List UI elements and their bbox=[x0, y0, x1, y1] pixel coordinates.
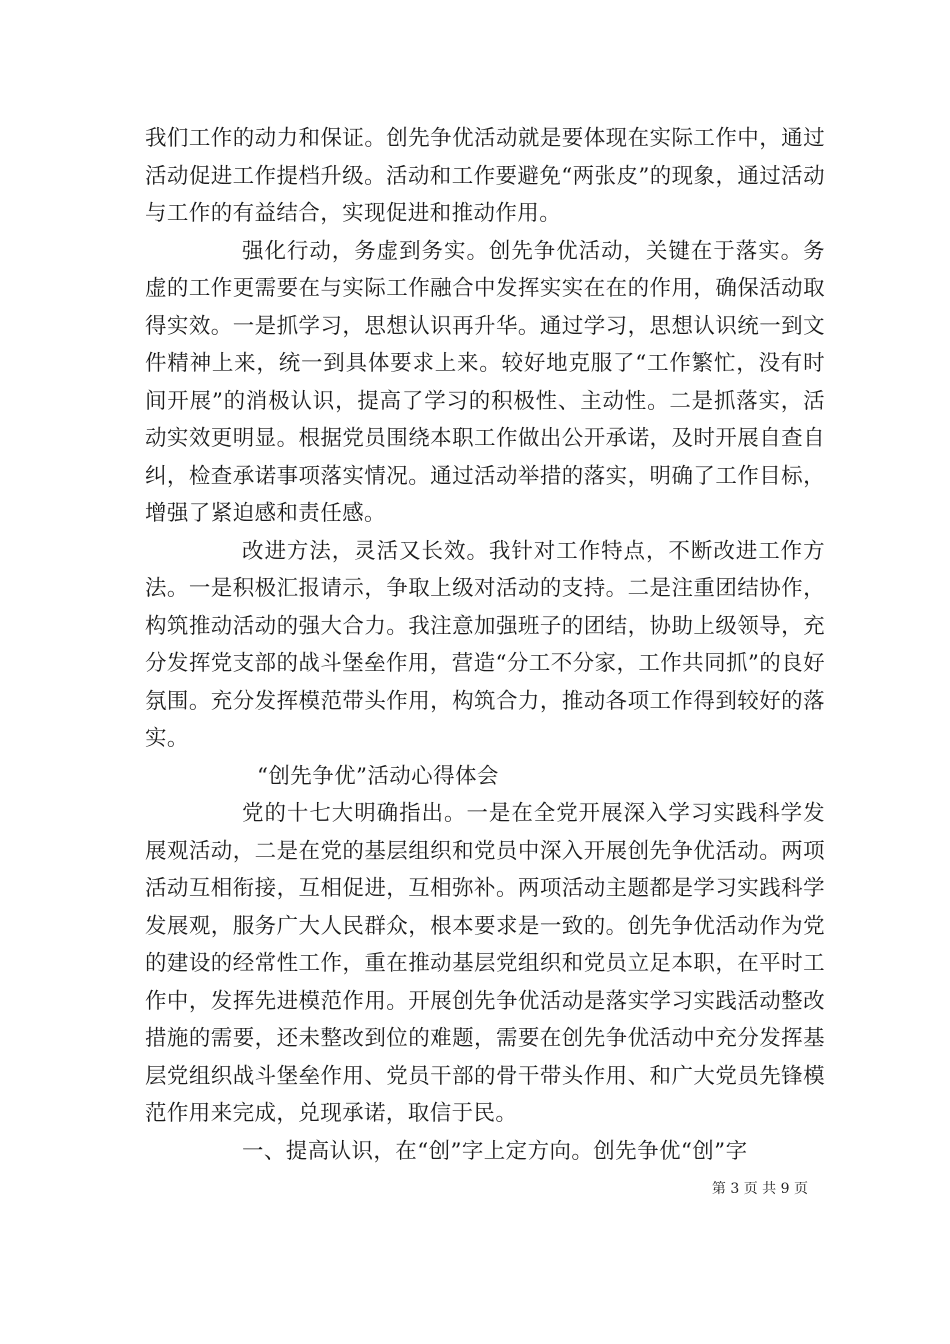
document-body bbox=[145, 120, 825, 1170]
paragraph-4: 党的十七大明确指出。一是在全党开展深入学习实践科学发展观活动，二是在党的基层组织和党员中深入开展创先争优活动。两项活动互相衔接，互相促进，互相弥补。两项活动主题都是学习实践科学发展观，服务广大人民群众，根本要求是一致的。创先争优活动作为党的建设的经常性工作，重在推动基层党组织和党员立足本职，在平时工作中，发挥先进模范作用。开展创先争优活动是落实学习实践活动整改措施的需要，还未整改到位的难题，需要在创先争优活动中充分发挥基层党组织战斗堡垒作用、党员干部的骨干带头作用、和广大党员先锋模范作用来完成，兑现承诺，取信于民。 bbox=[145, 801, 825, 1126]
page-number-footer: 第 3 页 共 9 页 bbox=[711, 1181, 808, 1197]
section-heading: “创先争优”活动心得体会 bbox=[257, 763, 499, 789]
paragraph-3: 改进方法，灵活又长效。我针对工作特点，不断改进工作方法。一是积极汇报请示，争取上级对活动的支持。二是注重团结协作，构筑推动活动的强大合力。我注意加强班子的团结，协助上级领导，充分发挥党支部的战斗堡垒作用，营造“分工不分家，工作共同抓”的良好氛围。充分发挥模范带头作用，构筑合力，推动各项工作得到较好的落实。 bbox=[145, 538, 825, 751]
paragraph-5: 一、提高认识，在“创”字上定方向。创先争优“创”字 bbox=[242, 1138, 748, 1164]
paragraph-1: 我们工作的动力和保证。创先争优活动就是要体现在实际工作中，通过活动促进工作提档升级。活动和工作要避免“两张皮”的现象，通过活动与工作的有益结合，实现促进和推动作用。 bbox=[145, 126, 825, 226]
paragraph-2: 强化行动，务虚到务实。创先争优活动，关键在于落实。务虚的工作更需要在与实际工作融合中发挥实实在在的作用，确保活动取得实效。一是抓学习，思想认识再升华。通过学习，思想认识统一到文件精神上来，统一到具体要求上来。较好地克服了“工作繁忙，没有时间开展”的消极认识，提高了学习的积极性、主动性。二是抓落实，活动实效更明显。根据党员围绕本职工作做出公开承诺，及时开展自查自纠，检查承诺事项落实情况。通过活动举措的落实，明确了工作目标，增强了紧迫感和责任感。 bbox=[145, 238, 825, 526]
